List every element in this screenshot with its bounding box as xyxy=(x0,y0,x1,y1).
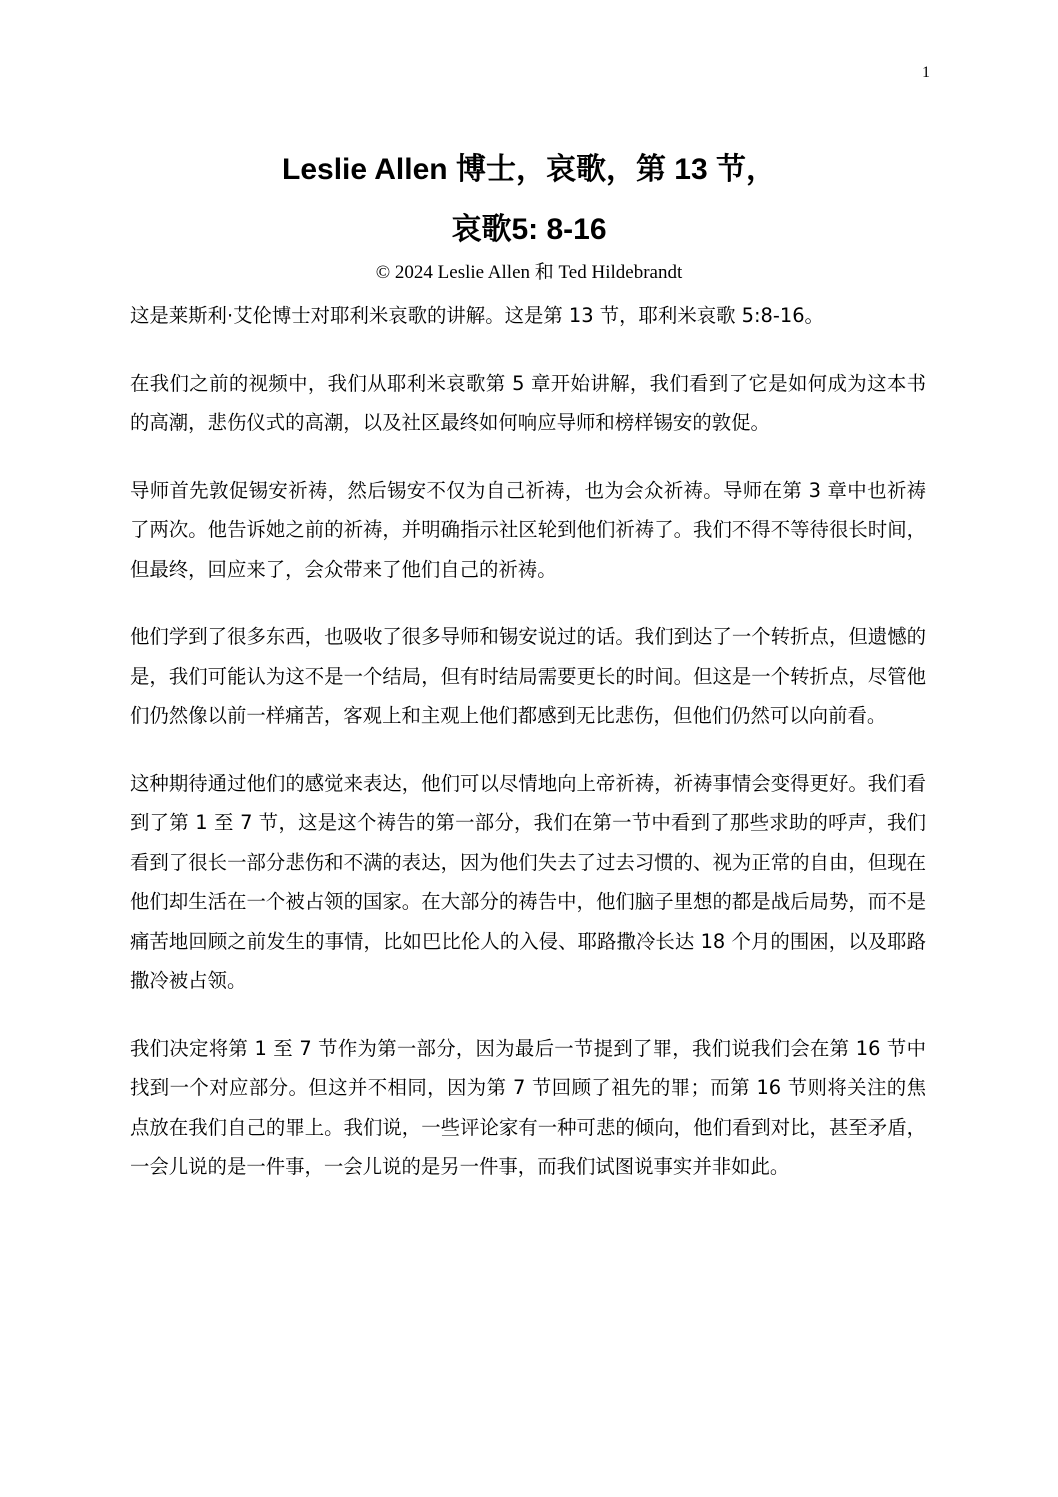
page-number: 1 xyxy=(922,64,930,81)
body-paragraph: 我们决定将第 1 至 7 节作为第一部分，因为最后一节提到了罪，我们说我们会在第 16 节中找到一个对应部分。但这并不相同，因为第 7 节回顾了祖先的罪；而第 16 节则将关注的焦点放在我们自己的罪上。我们说，一些评论家有一种可悲的倾向，他们看到对比，甚至矛盾，一会儿说的是一件事，一会儿说的是另一件事，而我们试图说事实并非如此。 xyxy=(130,1036,926,1178)
body-paragraph: 这是莱斯利·艾伦博士对耶利米哀歌的讲解。这是第 13 节，耶利米哀歌 5:8-16。 xyxy=(130,304,824,327)
document-title-line-2: 哀歌5: 8-16 xyxy=(451,213,607,246)
title-block xyxy=(0,140,1058,286)
document-body xyxy=(130,296,926,1215)
copyright-notice: © 2024 Leslie Allen 和 Ted Hildebrandt xyxy=(375,262,683,283)
body-paragraph: 在我们之前的视频中，我们从耶利米哀歌第 5 章开始讲解，我们看到了它是如何成为这本书的高潮，悲伤仪式的高潮，以及社区最终如何响应导师和榜样锡安的敦促。 xyxy=(130,371,926,434)
document-title-line-1: Leslie Allen 博士，哀歌，第 13 节， xyxy=(282,153,776,186)
body-paragraph: 他们学到了很多东西，也吸收了很多导师和锡安说过的话。我们到达了一个转折点，但遗憾的是，我们可能认为这不是一个结局，但有时结局需要更长的时间。但这是一个转折点，尽管他们仍然像以前一样痛苦，客观上和主观上他们都感到无比悲伤，但他们仍然可以向前看。 xyxy=(130,625,926,727)
body-paragraph: 这种期待通过他们的感觉来表达，他们可以尽情地向上帝祈祷，祈祷事情会变得更好。我们看到了第 1 至 7 节，这是这个祷告的第一部分，我们在第一节中看到了那些求助的呼声，我们看到了很长一部分悲伤和不满的表达，因为他们失去了过去习惯的、视为正常的自由，但现在他们却生活在一个被占领的国家。在大部分的祷告中，他们脑子里想的都是战后局势，而不是痛苦地回顾之前发生的事情，比如巴比伦人的入侵、耶路撒冷长达 18 个月的围困，以及耶路撒冷被占领。 xyxy=(130,771,926,992)
body-paragraph: 导师首先敦促锡安祈祷，然后锡安不仅为自己祈祷，也为会众祈祷。导师在第 3 章中也祈祷了两次。他告诉她之前的祈祷，并明确指示社区轮到他们祈祷了。我们不得不等待很长时间，但最终，回应来了，会众带来了他们自己的祈祷。 xyxy=(130,478,926,581)
